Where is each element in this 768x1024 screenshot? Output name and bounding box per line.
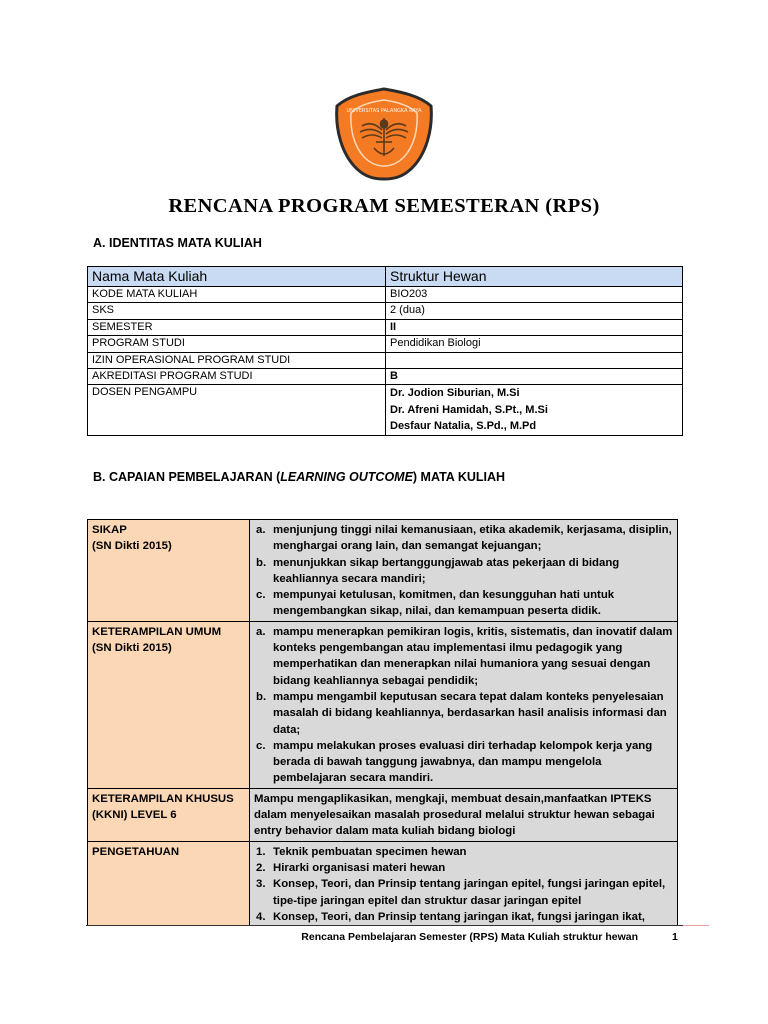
outcome-label (88, 621, 250, 788)
outcome-content (250, 621, 678, 788)
lecturer-name: Desfaur Natalia, S.Pd., M.Pd (390, 420, 537, 433)
outcome-label (88, 788, 250, 841)
table-row-dosen (88, 385, 683, 436)
row-label: AKREDITASI PROGRAM STUDI (88, 368, 386, 384)
outcome-label-line: KETERAMPILAN UMUM (92, 625, 222, 638)
list-marker: c. (256, 739, 266, 752)
list-marker: 4. (256, 910, 266, 923)
list-marker: c. (256, 589, 266, 602)
document-title: RENCANA PROGRAM SEMESTERAN (RPS) (168, 195, 600, 217)
list-marker: b. (256, 556, 267, 569)
outcome-row-sikap (88, 520, 678, 622)
list-text: mampu mengambil keputusan secara tepat dalam konteks penyelesaian masalah di bidang keahliannya, berdasarkan hasil analisis informasi dan data; (273, 690, 667, 736)
outcome-label-line: KETERAMPILAN KHUSUS (92, 792, 234, 805)
table-row (88, 303, 683, 319)
row-label: DOSEN PENGAMPU (88, 385, 386, 436)
list-text: Konsep, Teori, dan Prinsip tentang jaringan epitel, fungsi jaringan epitel, tipe-tipe jaringan epitel dan struktur dasar jaringan epitel (273, 878, 666, 907)
list-item (254, 522, 673, 555)
outcome-row-keterampilan-umum (88, 621, 678, 788)
lecturer-name: Dr. Afreni Hamidah, S.Pt., M.Si (390, 403, 548, 416)
list-item (254, 555, 673, 588)
course-name-label: Nama Mata Kuliah (88, 267, 386, 287)
page-number: 1 (672, 931, 678, 943)
section-a-heading: A. IDENTITAS MATA KULIAH (93, 236, 262, 250)
table-row (88, 336, 683, 352)
logo-ring-text: UNIVERSITAS PALANGKA RAYA (346, 108, 422, 114)
list-marker: a. (256, 625, 266, 638)
table-row (88, 319, 683, 335)
list-text: mampu menerapkan pemikiran logis, kritis, sistematis, dan inovatif dalam konteks pengembangan atau implementasi ilmu pedagogik yang memperhatikan dan menerapkan nilai humaniora yang sesuai dengan bidang keahliannya sebagai pendidik; (273, 625, 673, 687)
list-text: menunjukkan sikap bertanggungjawab atas pekerjaan di bidang keahliannya secara mandiri; (273, 556, 620, 585)
table-row (88, 368, 683, 384)
list-item (254, 738, 673, 787)
list-text: mampu melakukan proses evaluasi diri terhadap kelompok kerja yang berada di bawah tanggung jawabnya, dan mampu mengelola pembelajaran secara mandiri. (273, 739, 653, 785)
row-value: B (386, 368, 683, 384)
row-label: IZIN OPERASIONAL PROGRAM STUDI (88, 352, 386, 368)
row-value: Pendidikan Biologi (386, 336, 683, 352)
row-value: 2 (dua) (386, 303, 683, 319)
list-text: mempunyai ketulusan, komitmen, dan kesungguhan hati untuk mengembangkan sikap, nilai, dan kemampuan peserta didik. (273, 589, 615, 618)
list-text: menjunjung tinggi nilai kemanusiaan, etika akademik, kerjasama, disiplin, menghargai orang lain, dan semangat kejuangan; (273, 524, 672, 553)
row-value (386, 352, 683, 368)
table-row (88, 352, 683, 368)
section-b-prefix: B. CAPAIAN PEMBELAJARAN ( (93, 470, 281, 484)
list-item (254, 860, 673, 876)
section-b-heading (93, 470, 505, 484)
list-marker: b. (256, 690, 267, 703)
list-item (254, 587, 673, 620)
section-b-italic: LEARNING OUTCOME (280, 470, 413, 484)
outcome-row-pengetahuan (88, 841, 678, 925)
outcome-content (250, 841, 678, 925)
outcome-label-line: PENGETAHUAN (92, 845, 180, 858)
list-marker: 3. (256, 878, 266, 891)
lecturer-list (386, 385, 683, 436)
row-value: BIO203 (386, 287, 683, 303)
outcome-label-line: SIKAP (92, 524, 127, 536)
list-text: Hirarki organisasi materi hewan (273, 861, 446, 874)
outcome-label (88, 520, 250, 622)
footer-divider (86, 925, 683, 926)
list-item (254, 876, 673, 909)
row-label: KODE MATA KULIAH (88, 287, 386, 303)
footer-text: Rencana Pembelajaran Semester (RPS) Mata Kuliah struktur hewan (301, 931, 638, 943)
row-value: II (386, 319, 683, 335)
table-row (88, 287, 683, 303)
row-label: SEMESTER (88, 319, 386, 335)
outcome-label-line: (KKNI) LEVEL 6 (92, 809, 177, 822)
outcome-label (88, 841, 250, 925)
page-edge-mark (683, 925, 709, 926)
list-item (254, 624, 673, 689)
row-label: SKS (88, 303, 386, 319)
outcome-content: Mampu mengaplikasikan, mengkaji, membuat desain,manfaatkan IPTEKS dalam menyelesaikan masalah prosedural melalui struktur hewan sebagai entry behavior dalam mata kuliah bidang biologi (250, 788, 678, 841)
list-text: Teknik pembuatan specimen hewan (273, 845, 467, 858)
course-name-value: Struktur Hewan (386, 267, 683, 287)
list-text: Konsep, Teori, dan Prinsip tentang jaringan ikat, fungsi jaringan ikat, (273, 910, 645, 923)
identity-header-row (88, 267, 683, 287)
identity-table (87, 266, 683, 436)
list-item (254, 689, 673, 738)
section-b-suffix: ) MATA KULIAH (412, 470, 506, 484)
list-marker: 1. (256, 845, 266, 858)
list-item (254, 844, 673, 860)
row-label: PROGRAM STUDI (88, 336, 386, 352)
list-marker: a. (256, 524, 266, 536)
outcome-label-line: (SN Dikti 2015) (92, 540, 172, 553)
outcome-content (250, 520, 678, 622)
list-marker: 2. (256, 861, 266, 874)
university-logo (332, 86, 436, 182)
learning-outcomes-table (87, 519, 678, 926)
outcome-row-keterampilan-khusus (88, 788, 678, 841)
list-item (254, 909, 673, 924)
outcome-label-line: (SN Dikti 2015) (92, 642, 172, 655)
lecturer-name: Dr. Jodion Siburian, M.Si (390, 387, 520, 400)
